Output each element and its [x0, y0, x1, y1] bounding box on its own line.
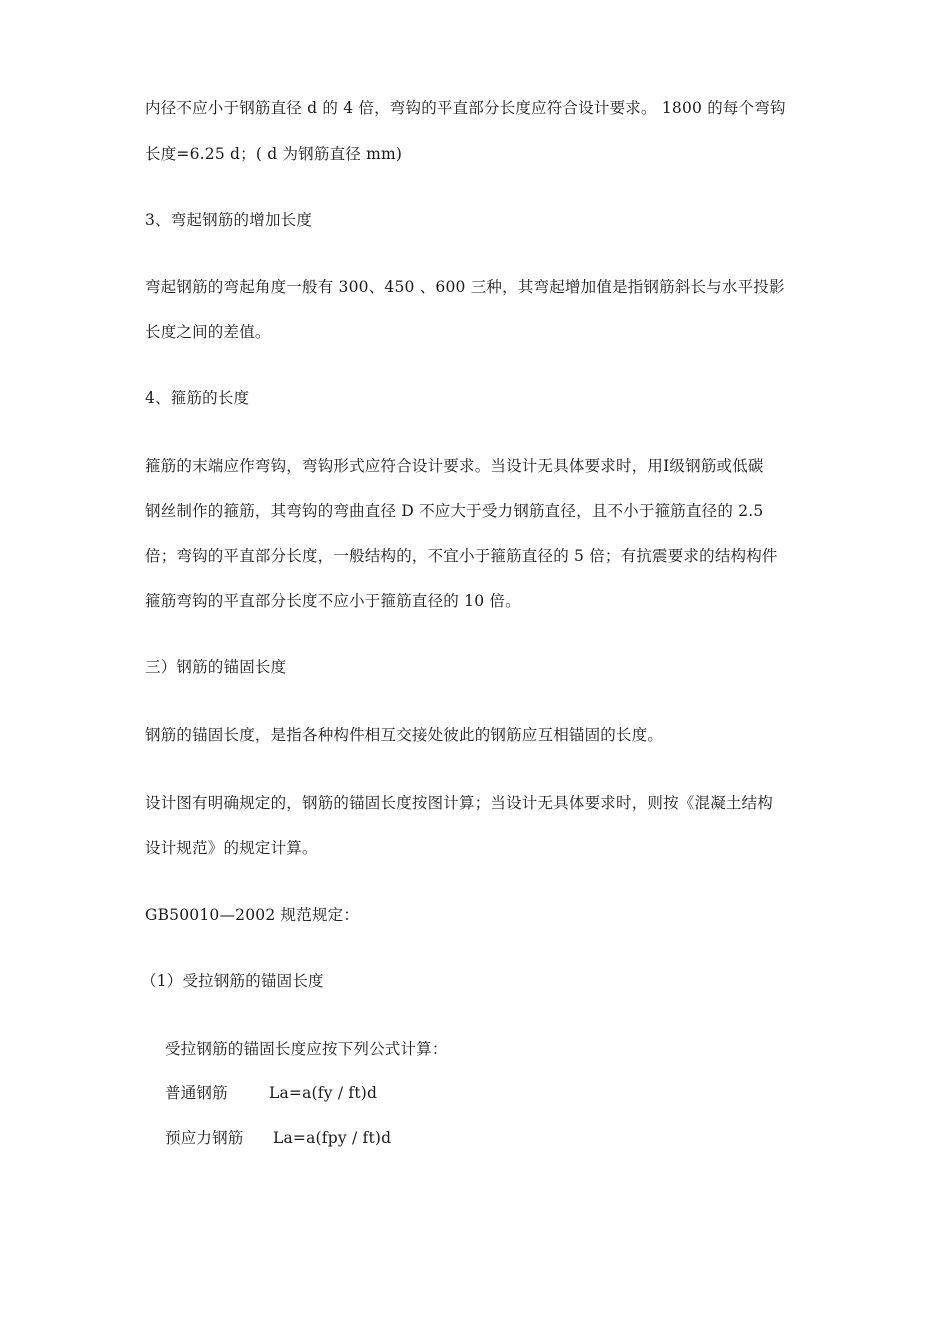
paragraph-2-line-1: 弯起钢筋的弯起角度一般有 300、450 、600 三种，其弯起增加值是指钢筋斜长与水平投影 — [145, 278, 785, 296]
formula-row-prestressed — [165, 1128, 391, 1148]
subheading-tension-anchorage: （1）受拉钢筋的锚固长度 — [141, 972, 324, 990]
paragraph-2-line-2: 长度之间的差值。 — [145, 323, 271, 341]
paragraph-5-line-1: 设计图有明确规定的，钢筋的锚固长度按图计算；当设计无具体要求时，则按《混凝土结构 — [145, 794, 774, 812]
heading-bent-bar-length: 3、弯起钢筋的增加长度 — [145, 211, 313, 229]
paragraph-1-line-1: 内径不应小于钢筋直径 d 的 4 倍，弯钩的平直部分长度应符合设计要求。 1800 的每个弯钩 — [145, 99, 786, 117]
formula-label: 预应力钢筋 — [165, 1129, 244, 1147]
paragraph-3-line-4: 箍筋弯钩的平直部分长度不应小于箍筋直径的 10 倍。 — [145, 592, 521, 610]
formula-label: 普通钢筋 — [165, 1084, 228, 1102]
paragraph-5-line-2: 设计规范》的规定计算。 — [145, 839, 318, 857]
formula-expression: La=a(fy / ft)d — [269, 1084, 378, 1102]
heading-stirrup-length: 4、箍筋的长度 — [145, 389, 250, 407]
paragraph-3-line-3: 倍；弯钩的平直部分长度，一般结构的，不宜小于箍筋直径的 5 倍；有抗震要求的结构构件 — [145, 547, 778, 565]
formula-row-ordinary — [165, 1083, 377, 1103]
standard-reference: GB50010—2002 规范规定： — [145, 906, 360, 924]
formula-intro: 受拉钢筋的锚固长度应按下列公式计算： — [165, 1040, 448, 1058]
paragraph-1-line-2: 长度=6.25 d；( d 为钢筋直径 mm) — [145, 145, 403, 163]
section-anchorage-length: 三）钢筋的锚固长度 — [145, 658, 287, 676]
paragraph-4: 钢筋的锚固长度，是指各种构件相互交接处彼此的钢筋应互相锚固的长度。 — [145, 726, 664, 744]
formula-expression: La=a(fpy / ft)d — [273, 1129, 392, 1147]
paragraph-3-line-1: 箍筋的末端应作弯钩，弯钩形式应符合设计要求。当设计无具体要求时，用Ⅰ级钢筋或低碳 — [145, 457, 764, 475]
paragraph-3-line-2: 钢丝制作的箍筋，其弯钩的弯曲直径 D 不应大于受力钢筋直径，且不小于箍筋直径的 2.5 — [145, 502, 764, 520]
